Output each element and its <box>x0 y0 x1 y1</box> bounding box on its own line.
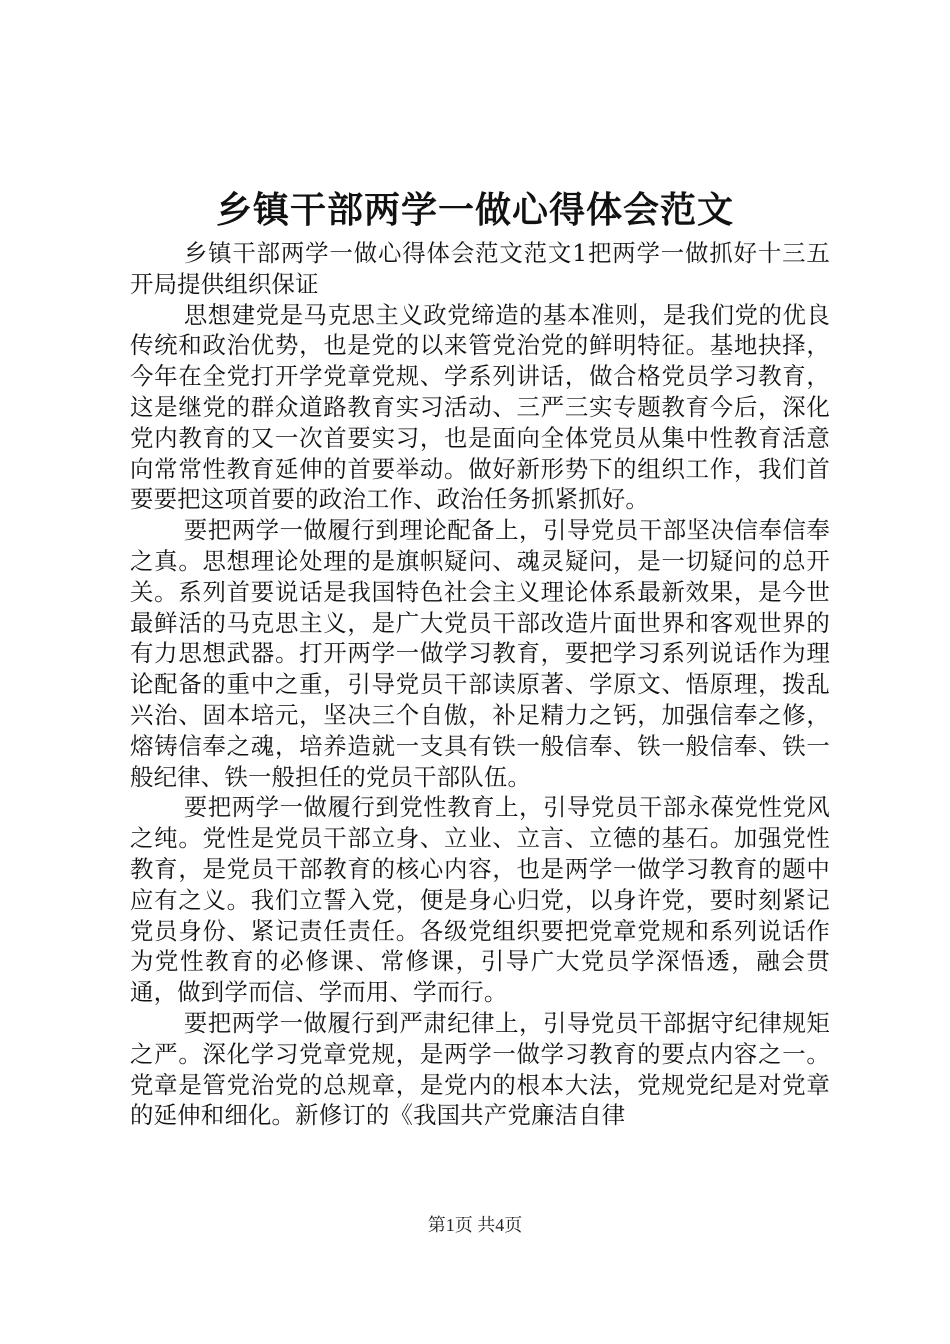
paragraph: 要把两学一做履行到严肃纪律上，引导党员干部据守纪律规矩之严。深化学习党章党规，是两学一做学习教育的要点内容之一。党章是管党治党的总规章，是党内的根本大法，党规党纪是对党章的延伸和细化。新修订的《我国共产党廉洁自律 <box>130 1008 830 1130</box>
paragraph: 乡镇干部两学一做心得体会范文范文1把两学一做抓好十三五开局提供组织保证 <box>130 239 830 298</box>
paragraph: 要把两学一做履行到党性教育上，引导党员干部永葆党性党风之纯。党性是党员干部立身、立业、立言、立德的基石。加强党性教育，是党员干部教育的核心内容，也是两学一做学习教育的题中应有之义。我们立誓入党，便是身心归党，以身许党，要时刻紧记党员身份、紧记责任责任。各级党组织要把党章党规和系列说话作为党性教育的必修课、常修课，引导广大党员学深悟透，融会贯通，做到学而信、学而用、学而行。 <box>130 793 830 1007</box>
page-footer: 第1页 共4页 <box>427 1215 523 1235</box>
paragraph: 要把两学一做履行到理论配备上，引导党员干部坚决信奉信奉之真。思想理论处理的是旗帜疑问、魂灵疑问，是一切疑问的总开关。系列首要说话是我国特色社会主义理论体系最新效果，是今世最鲜活的马克思主义，是广大党员干部改造片面世界和客观世界的有力思想武器。打开两学一做学习教育，要把学习系列说话作为理论配备的重中之重，引导党员干部读原著、学原文、悟原理，拨乱兴治、固本培元，坚决三个自傲，补足精力之钙，加强信奉之修，熔铸信奉之魂，培养造就一支具有铁一般信奉、铁一般信奉、铁一般纪律、铁一般担任的党员干部队伍。 <box>130 516 830 791</box>
document-title: 乡镇干部两学一做心得体会范文 <box>215 189 734 231</box>
document-body <box>130 238 830 1131</box>
paragraph: 思想建党是马克思主义政党缔造的基本准则，是我们党的优良传统和政治优势，也是党的以来管党治党的鲜明特征。基地抉择，今年在全党打开学党章党规、学系列讲话，做合格党员学习教育，这是继党的群众道路教育实习活动、三严三实专题教育今后，深化党内教育的又一次首要实习，也是面向全体党员从集中性教育活意向常常性教育延伸的首要举动。做好新形势下的组织工作，我们首要要把这项首要的政治工作、政治任务抓紧抓好。 <box>130 300 830 514</box>
